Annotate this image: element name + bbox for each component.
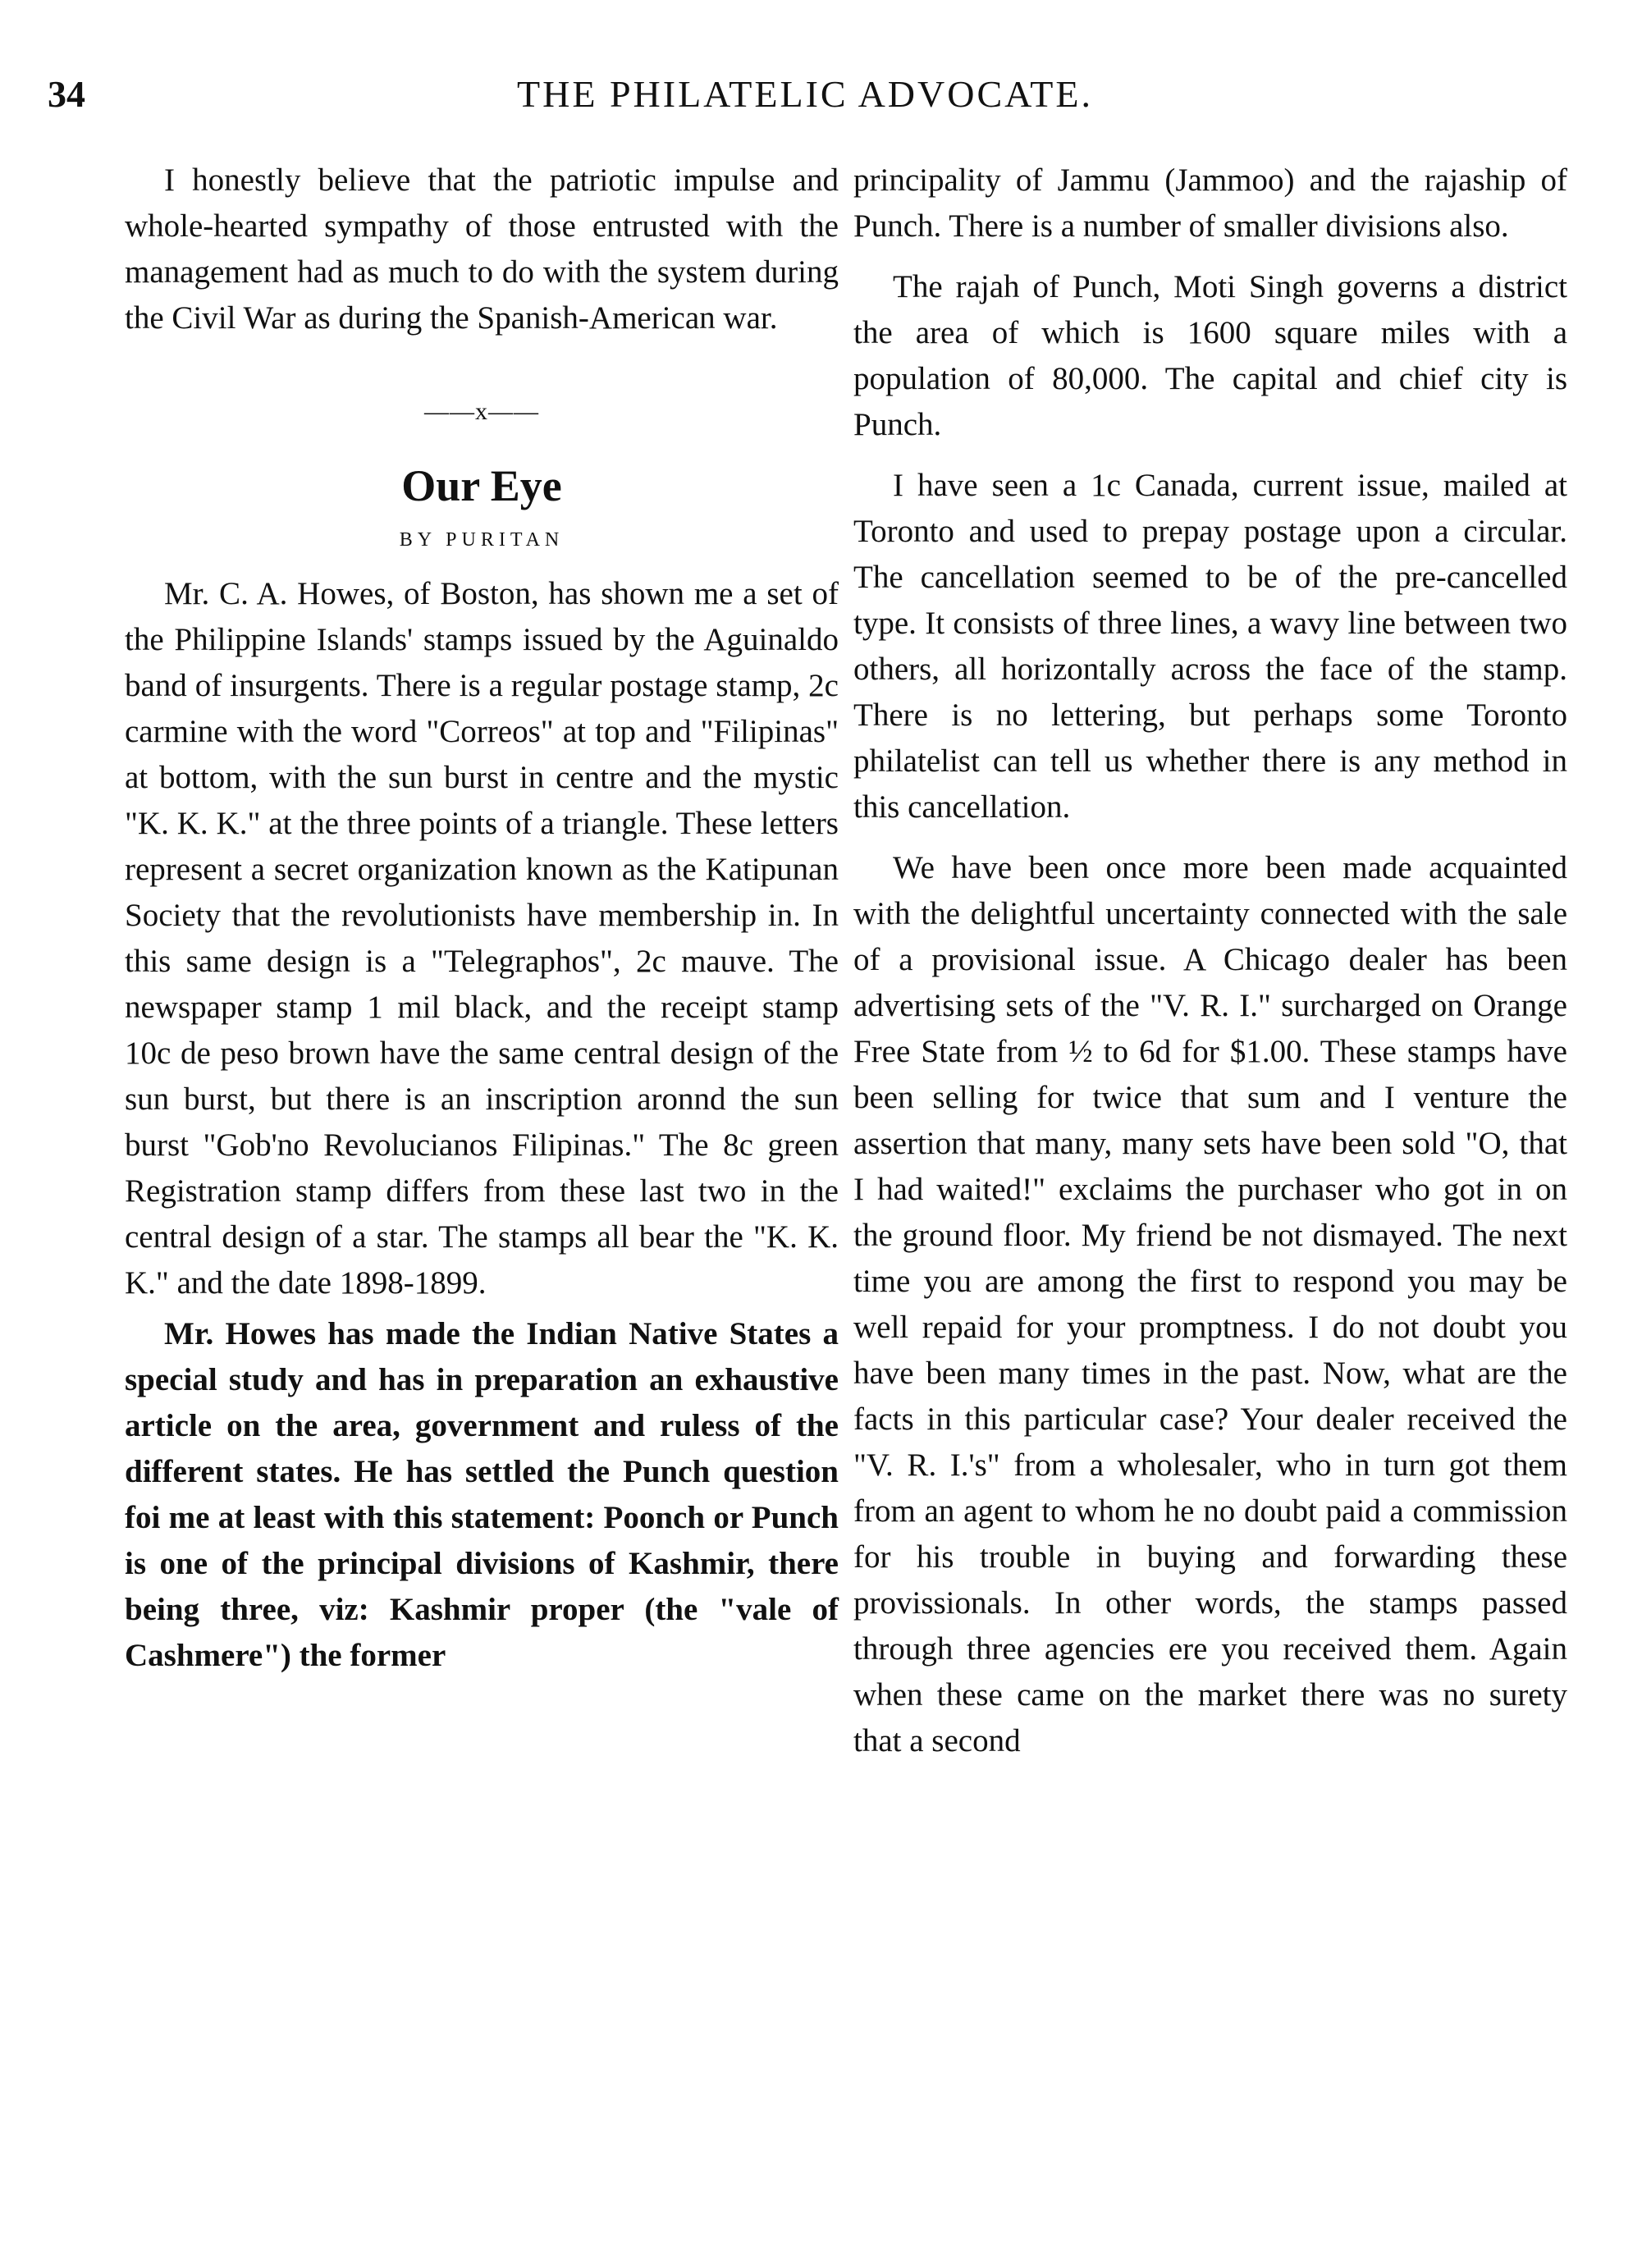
page-number: 34 — [48, 73, 85, 115]
right-column — [853, 158, 1567, 1764]
byline: BY PURITAN — [399, 529, 565, 551]
left-column — [125, 158, 839, 1679]
article-paragraph: The rajah of Punch, Moti Singh governs a district the area of which is 1600 square miles with a population of 80,000. The capital and chief city is Punch. — [853, 269, 1567, 442]
page-header — [48, 72, 1562, 121]
article-paragraph: We have been once more been made acquainted with the delightful uncertainty connected with the sale of a provisional issue. A Chicago dealer has been advertising sets of the "V. R. I." surcharged on Orange Free State from ½ to 6d for $1.00. These stamps have been selling for twice that sum and I venture the assertion that many, many sets have been sold "O, that I had waited!" exclaims the purchaser who got in on the ground floor. My friend be not dismayed. The next time you are among the first to respond you may be well repaid for your promptness. I do not doubt you have been many times in the past. Now, what are the facts in this particular case? Your dealer received the "V. R. I.'s" from a wholesaler, who in turn got them from an agent to whom he no doubt paid a commission for his trouble in buying and forwarding these provissionals. In other words, the stamps passed through three agencies ere you received them. Again when these came on the market there was no surety that a second — [853, 850, 1567, 1758]
article-title: Our Eye — [401, 461, 562, 510]
intro-paragraph: I honestly believe that the patriotic impulse and whole-hearted sympathy of those entrusted with the management had as much to do with the system during the Civil War as during the Spanish-American war. — [125, 162, 839, 336]
article-paragraph: Mr. C. A. Howes, of Boston, has shown me a set of the Philippine Islands' stamps issued by the Aguinaldo band of insurgents. There is a regular postage stamp, 2c carmine with the word "Correos" at top and "Filipinas" at bottom, with the sun burst in centre and the mystic "K. K. K." at the three points of a triangle. These letters represent a secret organization known as the Katipunan Society that the revolutionists have membership in. In this same design is a "Telegraphos", 2c mauve. The newspaper stamp 1 mil black, and the receipt stamp 10c de peso brown have the same central design of the sun burst, but there is an inscription aronnd the sun burst "Gob'no Revolucianos Filipinas." The 8c green Registration stamp differs from these last two in the central design of a star. The stamps all bear the "K. K. K." and the date 1898-1899. — [125, 576, 839, 1301]
section-separator: ——x—— — [424, 398, 539, 425]
article-paragraph: Mr. Howes has made the Indian Native States a special study and has in preparation an exhaustive article on the area, government and ruless of the different states. He has settled the Punch question foi me at least with this statement: Poonch or Punch is one of the principal divisions of Kashmir, there being three, viz: Kashmir proper (the "vale of Cashmere") the former — [125, 1316, 839, 1673]
running-head: THE PHILATELIC ADVOCATE. — [517, 73, 1093, 115]
article-paragraph: I have seen a 1c Canada, current issue, mailed at Toronto and used to prepay postage upon a circular. The cancellation seemed to be of the pre-cancelled type. It consists of three lines, a wavy line between two others, all horizontally across the face of the stamp. There is no lettering, but perhaps some Toronto philatelist can tell us whether there is any method in this cancellation. — [853, 468, 1567, 825]
article-paragraph: principality of Jammu (Jammoo) and the rajaship of Punch. There is a number of smaller divisions also. — [853, 162, 1567, 244]
